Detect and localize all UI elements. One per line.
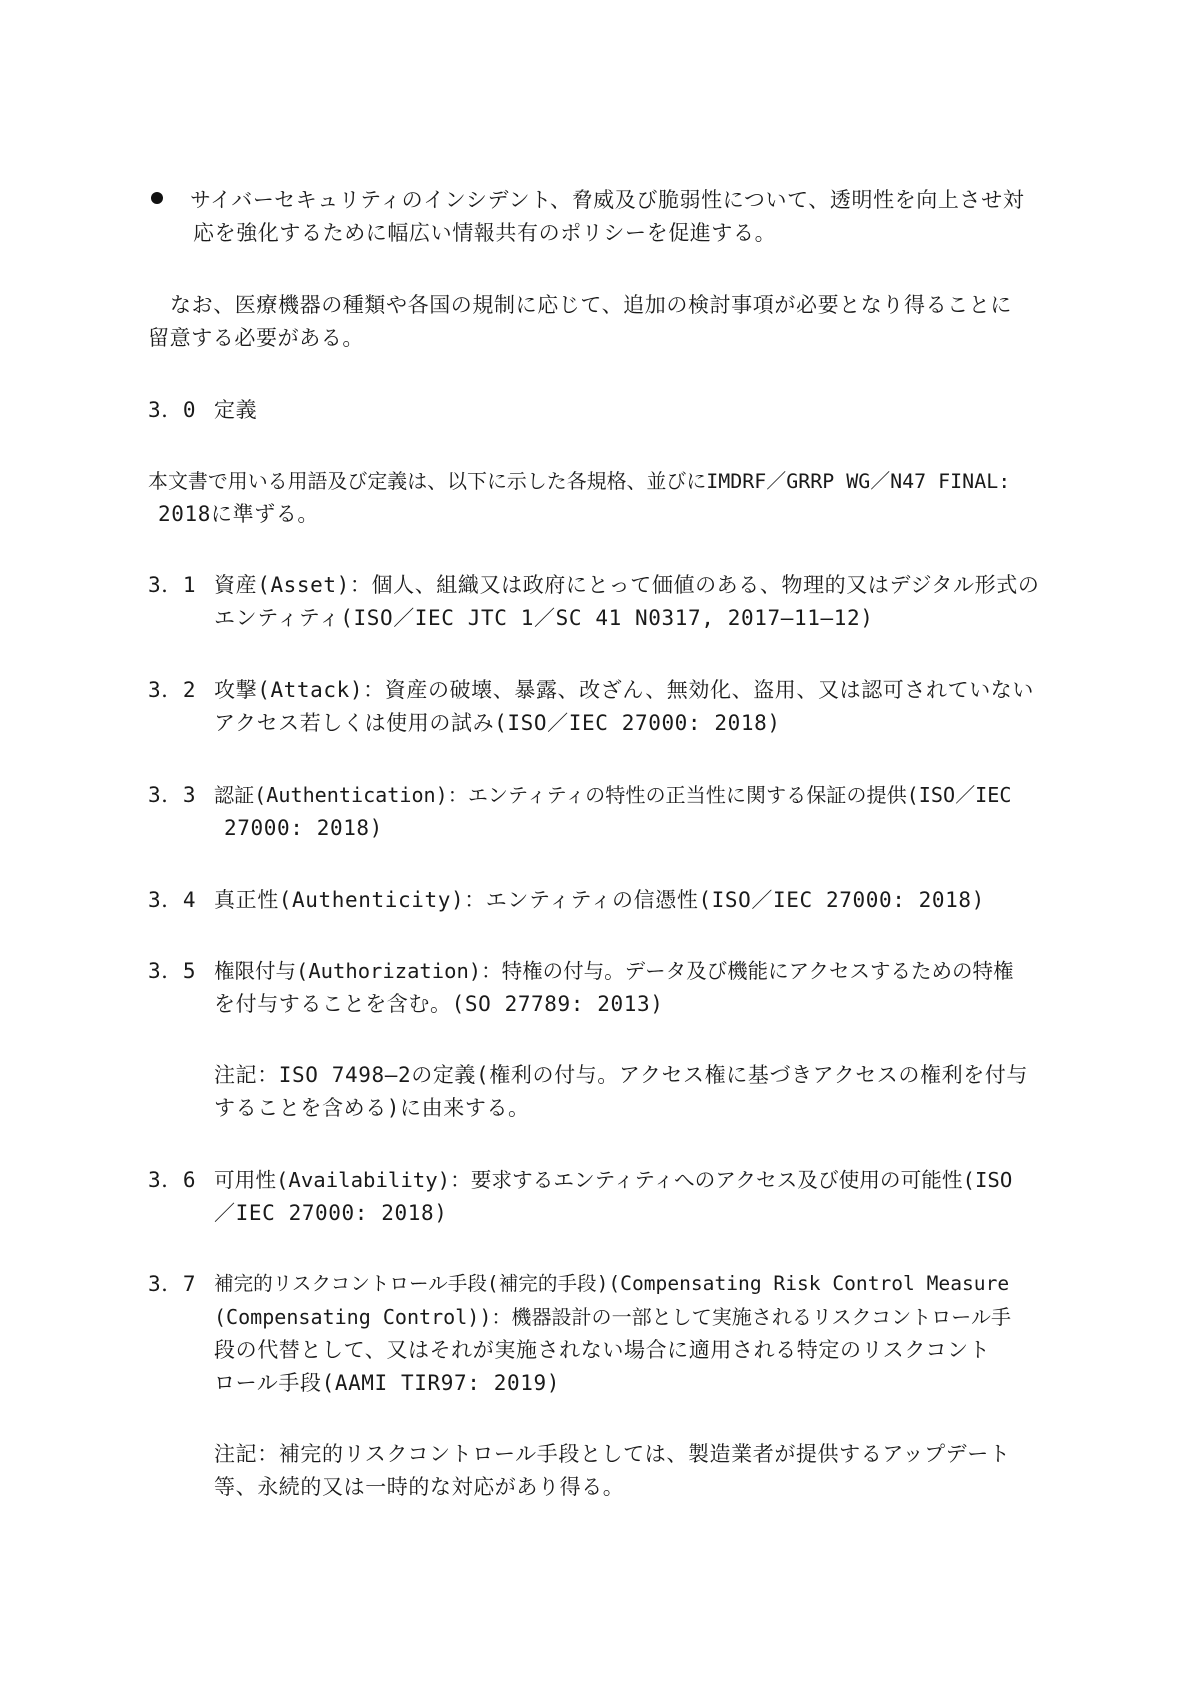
definition-note-line: 等、永続的又は一時的な対応があり得る。: [214, 1475, 625, 1499]
definition-number: 3．5: [148, 959, 197, 983]
definition-text-line: アクセス若しくは使用の試み(ISO／IEC 27000: 2018): [214, 711, 781, 735]
definition-number: 3．2: [148, 678, 197, 702]
definition-text-line: ロール手段(AAMI TIR97: 2019): [214, 1371, 560, 1395]
section-title: 定義: [214, 398, 258, 422]
definition-number: 3．4: [148, 888, 197, 912]
bullet-icon: [151, 192, 163, 204]
definition-text-line: を付与することを含む。(SO 27789: 2013): [214, 992, 664, 1016]
definition-note-line: 注記：ISO 7498―2の定義(権利の付与。アクセス権に基づきアクセスの権利を付与: [214, 1063, 1029, 1087]
definition-number: 3．3: [148, 783, 197, 807]
note-paragraph-line-1: なお、医療機器の種類や各国の規制に応じて、追加の検討事項が必要となり得ることに: [170, 293, 1012, 317]
definition-text-line: 真正性(Authenticity)：エンティティの信憑性(ISO／IEC 27000: 2018): [214, 888, 985, 912]
intro-line-1: 本文書で用いる用語及び定義は、以下に示した各規格、並びにIMDRF／GRRP WG／N47 FINAL:: [148, 469, 1011, 493]
definition-number: 3．7: [148, 1272, 197, 1296]
bullet-text-line-2: 応を強化するために幅広い情報共有のポリシーを促進する。: [193, 221, 777, 245]
definition-text-line: 攻撃(Attack)：資産の破壊、暴露、改ざん、無効化、盗用、又は認可されていない: [214, 678, 1035, 702]
definition-text-line: 資産(Asset)：個人、組織又は政府にとって価値のある、物理的又はデジタル形式の: [214, 573, 1040, 597]
section-number: 3．0: [148, 398, 197, 422]
bullet-text-line-1: サイバーセキュリティのインシデント、脅威及び脆弱性について、透明性を向上させ対: [190, 188, 1025, 212]
definition-text-line: 27000: 2018): [224, 816, 383, 840]
definition-note-line: 注記：補完的リスクコントロール手段としては、製造業者が提供するアップデート: [214, 1442, 1011, 1466]
definition-text-line: 補完的リスクコントロール手段(補完的手段)(Compensating Risk Control Measure: [214, 1272, 1010, 1295]
definition-text-line: 可用性(Availability)：要求するエンティティへのアクセス及び使用の可能性(ISO: [214, 1168, 1013, 1192]
definition-text-line: ／IEC 27000: 2018): [214, 1201, 448, 1225]
note-paragraph-line-2: 留意する必要がある。: [148, 326, 364, 350]
definition-text-line: エンティティ(ISO／IEC JTC 1／SC 41 N0317, 2017―11―12): [214, 606, 874, 630]
definition-number: 3．1: [148, 573, 197, 597]
intro-line-2: 2018に準ずる。: [158, 502, 319, 526]
definition-text-line: 段の代替として、又はそれが実施されない場合に適用される特定のリスクコント: [214, 1338, 991, 1362]
definition-text-line: (Compensating Control))：機器設計の一部として実施されるリスクコントロール手: [214, 1305, 1011, 1329]
definition-text-line: 権限付与(Authorization)：特権の付与。データ及び機能にアクセスするための特権: [214, 959, 1014, 983]
definition-number: 3．6: [148, 1168, 197, 1192]
definition-note-line: することを含める)に由来する。: [214, 1096, 530, 1120]
definition-text-line: 認証(Authentication)：エンティティの特性の正当性に関する保証の提供(ISO／IEC: [214, 783, 1012, 807]
